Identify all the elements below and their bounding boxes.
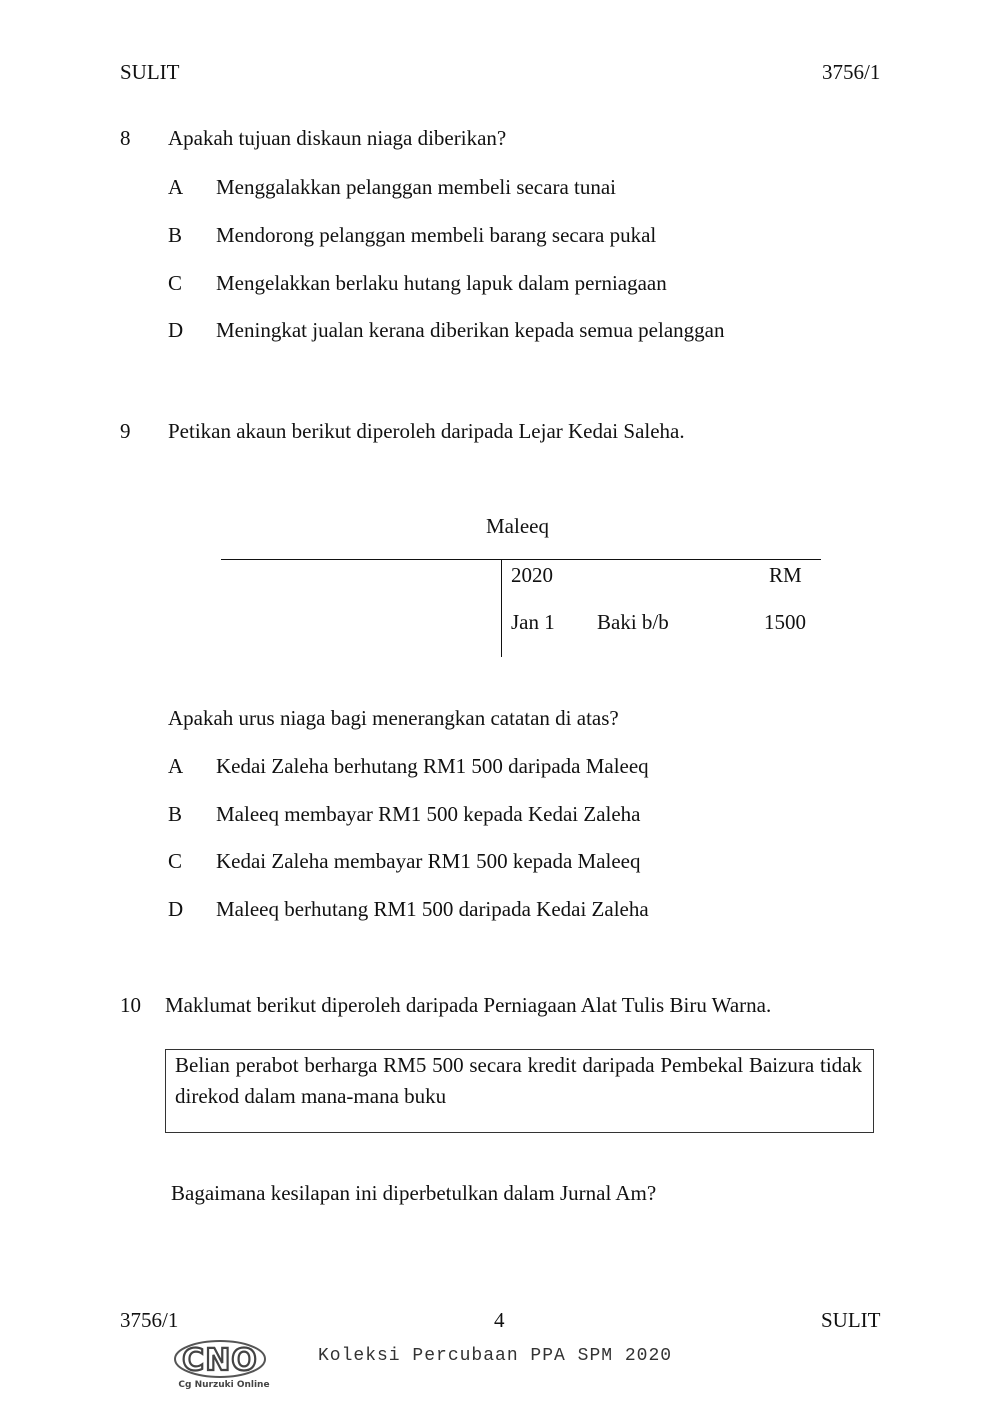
q8-option-d-text: Meningkat jualan kerana diberikan kepada semua pelanggan [216,318,725,342]
q8-number: 8 [120,126,131,150]
q8-option-c-text: Mengelakkan berlaku hutang lapuk dalam perniagaan [216,271,667,295]
q9-number: 9 [120,419,131,443]
ledger-top-line [221,559,821,560]
q9-option-b-text: Maleeq membayar RM1 500 kepada Kedai Zaleha [216,802,641,826]
q8-option-b-letter: B [168,223,183,247]
cno-logo-graphic [172,1339,272,1391]
cno-logo [172,1339,272,1391]
ledger-description: Baki b/b [597,610,669,634]
q8-text: Apakah tujuan diskaun niaga diberikan? [168,126,507,150]
q8-option-a-text: Menggalakkan pelanggan membeli secara tunai [216,175,617,199]
q10-box-text: Belian perabot berharga RM5 500 secara kredit daripada Pembekal Baizura tidak direkod dalam mana-mana buku [175,1053,862,1108]
logo-text: CNO [182,1343,258,1378]
q8-option-d-letter: D [168,318,184,342]
footer-sulit: SULIT [821,1308,881,1332]
q9-option-c-letter: C [168,849,183,873]
header-code: 3756/1 [822,60,881,84]
q9-option-b-letter: B [168,802,183,826]
q10-intro: Maklumat berikut diperoleh daripada Perniagaan Alat Tulis Biru Warna. [165,993,772,1017]
q8-option-b-text: Mendorong pelanggan membeli barang secara pukal [216,223,657,247]
q9-option-d-text: Maleeq berhutang RM1 500 daripada Kedai Zaleha [216,897,649,921]
ledger-year: 2020 [511,563,553,587]
page-number: 4 [494,1308,505,1332]
q10-number: 10 [120,993,141,1017]
q9-question: Apakah urus niaga bagi menerangkan catatan di atas? [168,706,619,730]
q9-intro: Petikan akaun berikut diperoleh daripada Lejar Kedai Saleha. [168,419,685,443]
header-sulit: SULIT [120,60,180,84]
collection-label: Koleksi Percubaan PPA SPM 2020 [318,1346,673,1366]
ledger-title: Maleeq [486,514,549,538]
q9-option-c-text: Kedai Zaleha membayar RM1 500 kepada Maleeq [216,849,641,873]
q10-question: Bagaimana kesilapan ini diperbetulkan dalam Jurnal Am? [171,1181,657,1205]
logo-subtext: Cg Nurzuki Online [178,1380,270,1390]
ledger-amount: 1500 [764,610,806,634]
footer-code: 3756/1 [120,1308,179,1332]
ledger-date: Jan 1 [511,610,555,634]
q9-option-a-text: Kedai Zaleha berhutang RM1 500 daripada Maleeq [216,754,649,778]
q8-option-c-letter: C [168,271,183,295]
q9-option-d-letter: D [168,897,184,921]
q10-info-box [165,1049,874,1133]
q9-option-a-letter: A [168,754,184,778]
ledger-center-line [501,559,502,657]
q8-option-a-letter: A [168,175,184,199]
ledger-currency: RM [769,563,802,587]
